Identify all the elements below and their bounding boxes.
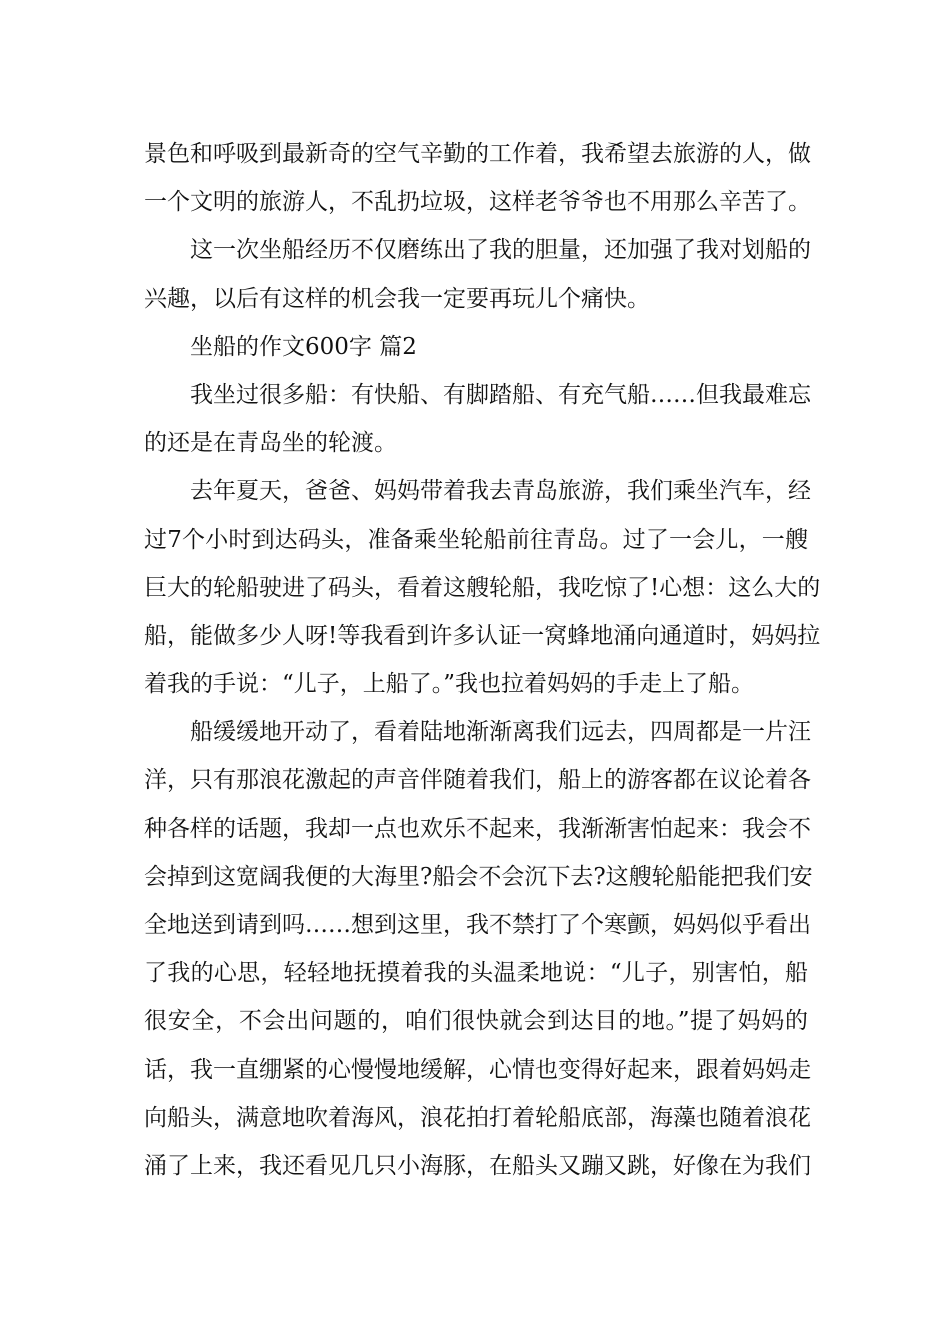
- text-line-17: 全地送到请到吗……想到这里，我不禁打了个寒颤，妈妈似乎看出: [144, 912, 811, 938]
- text-line-20: 话，我一直绷紧的心慢慢地缓解，心情也变得好起来，跟着妈妈走: [144, 1056, 811, 1083]
- text-line-8: 去年夏天，爸爸、妈妈带着我去青岛旅游，我们乘坐汽车，经: [190, 478, 811, 505]
- text-line-12: 着我的手说：“儿子，上船了。”我也拉着妈妈的手走上了船。: [144, 671, 755, 698]
- text-line-1: 景色和呼吸到最新奇的空气辛勤的工作着，我希望去旅游的人，做: [144, 141, 811, 167]
- text-line-18: 了我的心思，轻轻地抚摸着我的头温柔地说：“儿子，别害怕，船: [144, 960, 808, 987]
- text-line-7: 的还是在青岛坐的轮渡。: [144, 430, 397, 457]
- text-line-14: 洋，只有那浪花激起的声音伴随着我们，船上的游客都在议论着各: [144, 767, 811, 794]
- text-line-16: 会掉到这宽阔我便的大海里?船会不会沉下去?这艘轮船能把我们安: [144, 863, 813, 890]
- text-line-21: 向船头，满意地吹着海风，浪花拍打着轮船底部，海藻也随着浪花: [144, 1104, 811, 1131]
- text-line-15: 种各样的话题，我却一点也欢乐不起来，我渐渐害怕起来：我会不: [144, 815, 811, 842]
- text-line-22: 涌了上来，我还看见几只小海豚，在船头又蹦又跳，好像在为我们: [144, 1152, 811, 1179]
- text-line-2: 一个文明的旅游人，不乱扔垃圾，这样老爷爷也不用那么辛苦了。: [144, 189, 811, 216]
- text-line-3: 这一次坐船经历不仅磨练出了我的胆量，还加强了我对划船的: [190, 237, 811, 264]
- text-line-4: 兴趣，以后有这样的机会我一定要再玩儿个痛快。: [144, 285, 650, 312]
- document-body: [144, 130, 821, 1190]
- text-line-13: 船缓缓地开动了，看着陆地渐渐离我们远去，四周都是一片汪: [190, 719, 811, 746]
- text-line-19: 很安全，不会出问题的，咱们很快就会到达目的地。”提了妈妈的: [144, 1008, 808, 1035]
- text-line-11: 船，能做多少人呀!等我看到许多认证一窝蜂地涌向通道时，妈妈拉: [144, 622, 821, 649]
- text-line-9: 过7个小时到达码头，准备乘坐轮船前往青岛。过了一会儿，一艘: [144, 526, 808, 553]
- text-line-10: 巨大的轮船驶进了码头，看着这艘轮船，我吃惊了!心想：这么大的: [144, 574, 821, 601]
- text-line-6: 我坐过很多船：有快船、有脚踏船、有充气船……但我最难忘: [190, 381, 811, 408]
- section-heading: 坐船的作文600字 篇2: [190, 333, 417, 360]
